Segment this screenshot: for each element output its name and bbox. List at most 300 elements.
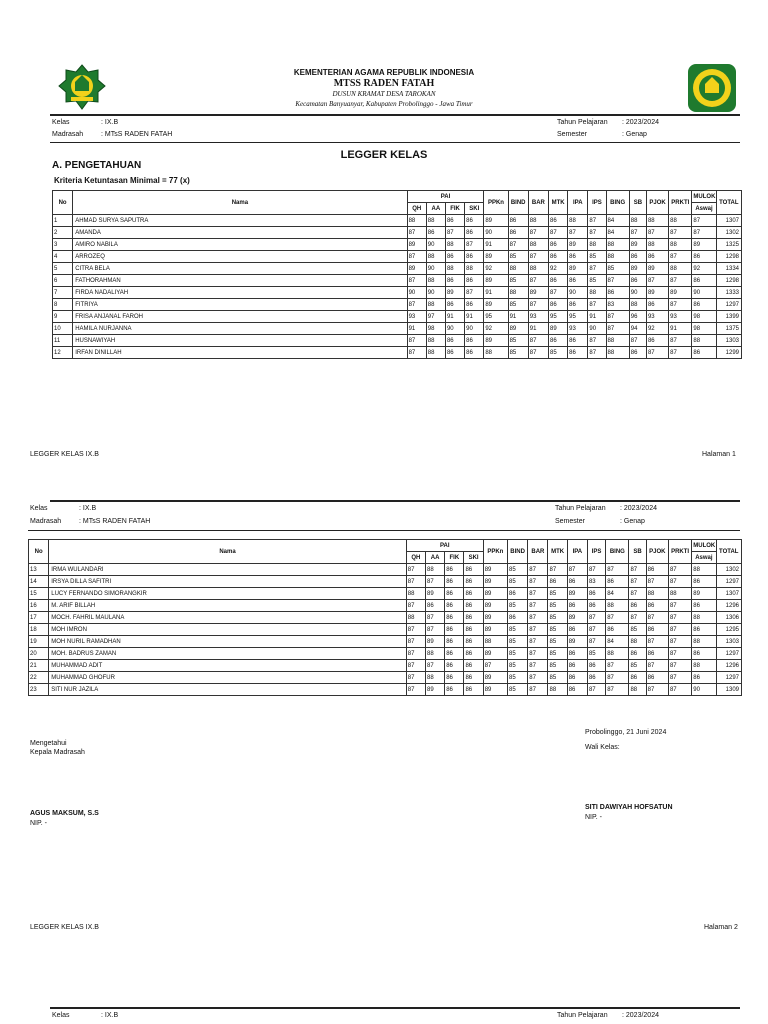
col-ppkn: PPKn	[484, 191, 508, 215]
score-cell: 88	[445, 239, 464, 251]
table-row	[29, 624, 742, 636]
student-name: MOH IMRON	[49, 624, 407, 636]
col-pai: PAI	[407, 191, 484, 203]
score-cell: 85	[507, 576, 527, 588]
kepala-madrasah-text: Kepala Madrasah	[30, 749, 85, 756]
score-cell: 89	[567, 636, 587, 648]
score-cell: 89	[407, 239, 426, 251]
score-cell: 93	[646, 311, 668, 323]
student-name: FITRIYA	[73, 299, 407, 311]
score-cell: 86	[465, 275, 484, 287]
col-ips: IPS	[588, 191, 606, 215]
score-cell: 89	[646, 263, 668, 275]
score-cell: 91	[445, 311, 464, 323]
score-cell: 91	[484, 287, 508, 299]
score-cell: 86	[548, 239, 567, 251]
score-cell: 90	[426, 287, 445, 299]
col-aswaj: Aswaj	[692, 552, 716, 564]
row-number: 5	[53, 263, 73, 275]
score-cell: 86	[692, 251, 716, 263]
score-cell: 87	[548, 564, 567, 576]
legger-table-page1	[52, 190, 742, 359]
total-cell: 1296	[716, 660, 741, 672]
score-cell: 89	[484, 215, 508, 227]
score-cell: 84	[606, 215, 629, 227]
score-cell: 87	[692, 227, 716, 239]
score-cell: 86	[425, 600, 444, 612]
table-row	[53, 323, 742, 335]
score-cell: 88	[629, 299, 646, 311]
score-cell: 86	[606, 287, 629, 299]
score-cell: 87	[528, 600, 548, 612]
score-cell: 85	[588, 251, 606, 263]
student-name: MOH. BADRUS ZAMAN	[49, 648, 407, 660]
score-cell: 87	[669, 299, 692, 311]
row-number: 20	[29, 648, 49, 660]
score-cell: 86	[567, 684, 587, 696]
col-mtk: MTK	[548, 191, 567, 215]
score-cell: 87	[629, 335, 646, 347]
score-cell: 86	[445, 600, 464, 612]
score-cell: 86	[548, 275, 567, 287]
score-cell: 85	[508, 251, 528, 263]
footer-legger-label-2: LEGGER KELAS IX.B	[30, 924, 99, 931]
score-cell: 85	[548, 347, 567, 359]
kop-school-name: MTSS RADEN FATAH	[333, 78, 435, 89]
score-cell: 86	[464, 576, 483, 588]
score-cell: 85	[548, 636, 567, 648]
score-cell: 89	[568, 239, 588, 251]
score-cell: 91	[465, 311, 484, 323]
score-cell: 86	[445, 660, 464, 672]
footer-page-2: Halaman 2	[704, 924, 738, 931]
score-cell: 88	[425, 564, 444, 576]
score-cell: 90	[426, 239, 445, 251]
total-cell: 1297	[716, 299, 741, 311]
col-bar: BAR	[528, 191, 548, 215]
score-cell: 89	[484, 299, 508, 311]
score-cell: 86	[567, 648, 587, 660]
score-cell: 85	[507, 684, 527, 696]
kelas-value-p3: : IX.B	[101, 1012, 119, 1019]
score-cell: 88	[606, 648, 629, 660]
student-name: IRSYA DILLA SAFITRI	[49, 576, 407, 588]
score-cell: 90	[629, 287, 646, 299]
score-cell: 87	[528, 588, 548, 600]
tahun-value-p2: : 2023/2024	[620, 505, 657, 512]
col-prkti: PRKTI	[668, 540, 691, 564]
score-cell: 87	[528, 612, 548, 624]
total-cell: 1302	[716, 227, 741, 239]
score-cell: 92	[484, 263, 508, 275]
score-cell: 87	[528, 227, 548, 239]
total-cell: 1307	[716, 215, 741, 227]
score-cell: 88	[669, 215, 692, 227]
score-cell: 86	[445, 347, 464, 359]
score-cell: 93	[568, 323, 588, 335]
score-cell: 88	[465, 263, 484, 275]
score-cell: 86	[646, 564, 668, 576]
score-cell: 87	[588, 347, 606, 359]
score-cell: 85	[508, 335, 528, 347]
score-cell: 88	[669, 239, 692, 251]
score-cell: 86	[548, 576, 567, 588]
score-cell: 90	[588, 323, 606, 335]
score-cell: 87	[425, 660, 444, 672]
score-cell: 88	[606, 251, 629, 263]
student-name: FIRDA NADALIYAH	[73, 287, 407, 299]
score-cell: 88	[692, 564, 716, 576]
col-prkti: PRKTI	[669, 191, 692, 215]
total-cell: 1399	[716, 311, 741, 323]
score-cell: 87	[629, 227, 646, 239]
student-name: ARROZEQ	[73, 251, 407, 263]
student-name: FRISA ANJANAL FAROH	[73, 311, 407, 323]
score-cell: 85	[548, 648, 567, 660]
score-cell: 87	[587, 624, 605, 636]
score-cell: 86	[567, 576, 587, 588]
score-cell: 87	[629, 588, 646, 600]
score-cell: 90	[426, 263, 445, 275]
row-number: 12	[53, 347, 73, 359]
col-qh: QH	[407, 203, 426, 215]
score-cell: 86	[445, 564, 464, 576]
score-cell: 88	[508, 287, 528, 299]
score-cell: 89	[483, 648, 507, 660]
tahun-value: : 2023/2024	[622, 119, 659, 126]
score-cell: 85	[548, 624, 567, 636]
score-cell: 86	[464, 648, 483, 660]
score-cell: 87	[528, 636, 548, 648]
score-cell: 88	[426, 335, 445, 347]
score-cell: 85	[507, 624, 527, 636]
score-cell: 87	[465, 239, 484, 251]
score-cell: 87	[668, 636, 691, 648]
score-cell: 86	[465, 347, 484, 359]
kop-separator	[50, 114, 740, 116]
score-cell: 89	[692, 239, 716, 251]
total-cell: 1298	[716, 275, 741, 287]
table-row	[53, 275, 742, 287]
score-cell: 86	[692, 347, 716, 359]
score-cell: 87	[646, 660, 668, 672]
student-name: HAMILA NURJANNA	[73, 323, 407, 335]
score-cell: 85	[548, 600, 567, 612]
total-cell: 1299	[716, 347, 741, 359]
score-cell: 87	[425, 576, 444, 588]
table-row	[29, 612, 742, 624]
score-cell: 87	[629, 564, 646, 576]
col-pjok: PJOK	[646, 191, 668, 215]
score-cell: 88	[426, 275, 445, 287]
student-name: IRFAN DINILLAH	[73, 347, 407, 359]
kop-village: DUSUN KRAMAT DESA TAROKAN	[332, 90, 436, 98]
score-cell: 86	[464, 600, 483, 612]
score-cell: 93	[669, 311, 692, 323]
madrasah-value: : MTsS RADEN FATAH	[101, 131, 173, 138]
kelas-value-p2: : IX.B	[79, 505, 97, 512]
score-cell: 86	[548, 299, 567, 311]
score-cell: 88	[692, 612, 716, 624]
score-cell: 86	[692, 624, 716, 636]
table-row	[53, 299, 742, 311]
score-cell: 85	[587, 648, 605, 660]
score-cell: 87	[629, 612, 646, 624]
kepala-nip: NIP. -	[30, 820, 47, 827]
score-cell: 87	[587, 564, 605, 576]
score-cell: 93	[528, 311, 548, 323]
score-cell: 89	[483, 612, 507, 624]
score-cell: 87	[668, 600, 691, 612]
score-cell: 87	[528, 335, 548, 347]
score-cell: 87	[588, 299, 606, 311]
row-number: 21	[29, 660, 49, 672]
score-cell: 86	[548, 215, 567, 227]
score-cell: 87	[668, 684, 691, 696]
score-cell: 87	[528, 660, 548, 672]
score-cell: 86	[464, 672, 483, 684]
score-cell: 87	[606, 564, 629, 576]
score-cell: 86	[548, 251, 567, 263]
score-cell: 89	[669, 287, 692, 299]
score-cell: 85	[507, 648, 527, 660]
score-cell: 83	[587, 576, 605, 588]
wali-kelas-text: Wali Kelas:	[585, 744, 620, 751]
score-cell: 87	[646, 227, 668, 239]
score-cell: 87	[407, 275, 426, 287]
score-cell: 85	[588, 275, 606, 287]
total-cell: 1302	[716, 564, 741, 576]
student-name: AMANDA	[73, 227, 407, 239]
row-number: 7	[53, 287, 73, 299]
score-cell: 89	[548, 323, 567, 335]
total-cell: 1375	[716, 323, 741, 335]
student-name: AMIRO NABILA	[73, 239, 407, 251]
info-separator-p2	[28, 530, 740, 531]
score-cell: 85	[629, 624, 646, 636]
score-cell: 85	[507, 660, 527, 672]
score-cell: 87	[407, 299, 426, 311]
row-number: 3	[53, 239, 73, 251]
score-cell: 89	[567, 612, 587, 624]
score-cell: 87	[588, 263, 606, 275]
score-cell: 88	[629, 636, 646, 648]
kkm-text: Kriteria Ketuntasan Minimal = 77 (x)	[54, 176, 190, 185]
col-no: No	[29, 540, 49, 564]
score-cell: 85	[507, 636, 527, 648]
table-row	[53, 215, 742, 227]
score-cell: 86	[567, 672, 587, 684]
score-cell: 88	[646, 239, 668, 251]
score-cell: 86	[646, 672, 668, 684]
score-cell: 88	[606, 335, 629, 347]
score-cell: 88	[588, 287, 606, 299]
score-cell: 87	[669, 251, 692, 263]
score-cell: 85	[629, 660, 646, 672]
legger-title: LEGGER KELAS	[340, 149, 428, 161]
score-cell: 87	[606, 672, 629, 684]
col-fik: FIK	[445, 552, 464, 564]
semester-label-p2: Semester	[555, 518, 585, 525]
score-cell: 89	[567, 588, 587, 600]
tahun-label: Tahun Pelajaran	[557, 119, 608, 126]
col-ski: SKI	[464, 552, 483, 564]
score-cell: 97	[426, 311, 445, 323]
score-cell: 86	[508, 227, 528, 239]
score-cell: 85	[548, 672, 567, 684]
score-cell: 87	[646, 684, 668, 696]
score-cell: 86	[445, 588, 464, 600]
score-cell: 92	[646, 323, 668, 335]
score-cell: 87	[407, 251, 426, 263]
score-cell: 88	[484, 347, 508, 359]
score-cell: 89	[425, 588, 444, 600]
score-cell: 86	[692, 672, 716, 684]
score-cell: 91	[407, 323, 426, 335]
score-cell: 89	[568, 263, 588, 275]
col-bind: BIND	[508, 191, 528, 215]
student-name: MOH NURIL RAMADHAN	[49, 636, 407, 648]
score-cell: 84	[606, 636, 629, 648]
footer-page-1: Halaman 1	[702, 451, 736, 458]
score-cell: 85	[508, 275, 528, 287]
score-cell: 87	[646, 347, 668, 359]
score-cell: 84	[606, 227, 629, 239]
score-cell: 87	[528, 672, 548, 684]
row-number: 22	[29, 672, 49, 684]
mengetahui-text: Mengetahui	[30, 740, 67, 747]
score-cell: 86	[568, 251, 588, 263]
score-cell: 98	[692, 323, 716, 335]
score-cell: 86	[465, 215, 484, 227]
student-name: MOCH. FAHRIL MAULANA	[49, 612, 407, 624]
score-cell: 95	[548, 311, 567, 323]
score-cell: 87	[668, 624, 691, 636]
col-ski: SKI	[465, 203, 484, 215]
student-name: MUHAMMAD GHOFUR	[49, 672, 407, 684]
student-name: LUCY FERNANDO SIMORANGKIR	[49, 588, 407, 600]
table-row	[53, 251, 742, 263]
score-cell: 88	[548, 684, 567, 696]
score-cell: 90	[692, 287, 716, 299]
score-cell: 89	[528, 287, 548, 299]
score-cell: 87	[508, 239, 528, 251]
tahun-value-p3: : 2023/2024	[622, 1012, 659, 1019]
row-number: 23	[29, 684, 49, 696]
score-cell: 87	[407, 335, 426, 347]
score-cell: 89	[483, 672, 507, 684]
score-cell: 88	[407, 215, 426, 227]
score-cell: 86	[445, 215, 464, 227]
total-cell: 1307	[716, 588, 741, 600]
score-cell: 86	[646, 299, 668, 311]
kelas-label: Kelas	[52, 119, 70, 126]
row-number: 9	[53, 311, 73, 323]
col-mtk: MTK	[548, 540, 567, 564]
row-number: 14	[29, 576, 49, 588]
section-title: A. PENGETAHUAN	[52, 160, 142, 171]
score-cell: 86	[445, 275, 464, 287]
score-cell: 91	[588, 311, 606, 323]
score-cell: 86	[465, 227, 484, 239]
score-cell: 89	[483, 684, 507, 696]
score-cell: 86	[629, 275, 646, 287]
score-cell: 88	[629, 215, 646, 227]
page2-top-line	[50, 500, 740, 502]
score-cell: 87	[588, 215, 606, 227]
kop-ministry: KEMENTERIAN AGAMA REPUBLIK INDONESIA	[293, 68, 475, 77]
wali-nip: NIP. -	[585, 814, 602, 821]
score-cell: 86	[568, 335, 588, 347]
score-cell: 85	[507, 564, 527, 576]
score-cell: 86	[464, 564, 483, 576]
score-cell: 87	[528, 251, 548, 263]
score-cell: 91	[508, 311, 528, 323]
score-cell: 87	[669, 335, 692, 347]
score-cell: 86	[692, 299, 716, 311]
score-cell: 86	[568, 299, 588, 311]
kop-district: Kecamatan Banyuanyar, Kabupaten Probolinggo - Jawa Timur	[295, 100, 473, 108]
table-row	[53, 335, 742, 347]
score-cell: 96	[629, 311, 646, 323]
score-cell: 88	[568, 215, 588, 227]
score-cell: 86	[646, 648, 668, 660]
score-cell: 87	[668, 648, 691, 660]
score-cell: 87	[646, 636, 668, 648]
semester-value: : Genap	[622, 131, 647, 138]
score-cell: 87	[406, 648, 425, 660]
score-cell: 86	[567, 600, 587, 612]
score-cell: 87	[548, 287, 567, 299]
score-cell: 86	[568, 347, 588, 359]
table-row	[29, 564, 742, 576]
score-cell: 87	[669, 275, 692, 287]
score-cell: 88	[426, 299, 445, 311]
total-cell: 1303	[716, 335, 741, 347]
table-row	[53, 287, 742, 299]
table-row	[53, 263, 742, 275]
score-cell: 91	[669, 323, 692, 335]
score-cell: 87	[606, 660, 629, 672]
score-cell: 85	[508, 347, 528, 359]
tahun-label-p2: Tahun Pelajaran	[555, 505, 606, 512]
col-bing: BING	[606, 540, 629, 564]
row-number: 19	[29, 636, 49, 648]
score-cell: 87	[406, 576, 425, 588]
score-cell: 86	[464, 636, 483, 648]
col-ppkn: PPKn	[483, 540, 507, 564]
score-cell: 86	[629, 672, 646, 684]
table-row	[29, 672, 742, 684]
score-cell: 98	[692, 311, 716, 323]
col-bind: BIND	[507, 540, 527, 564]
score-cell: 88	[426, 215, 445, 227]
score-cell: 87	[528, 624, 548, 636]
score-cell: 86	[629, 251, 646, 263]
score-cell: 94	[629, 323, 646, 335]
score-cell: 89	[484, 275, 508, 287]
score-cell: 90	[568, 287, 588, 299]
total-cell: 1295	[716, 624, 741, 636]
semester-value-p2: : Genap	[620, 518, 645, 525]
score-cell: 87	[669, 227, 692, 239]
score-cell: 88	[483, 636, 507, 648]
score-cell: 86	[646, 251, 668, 263]
student-name: CITRA BELA	[73, 263, 407, 275]
score-cell: 86	[567, 660, 587, 672]
row-number: 15	[29, 588, 49, 600]
score-cell: 88	[692, 636, 716, 648]
